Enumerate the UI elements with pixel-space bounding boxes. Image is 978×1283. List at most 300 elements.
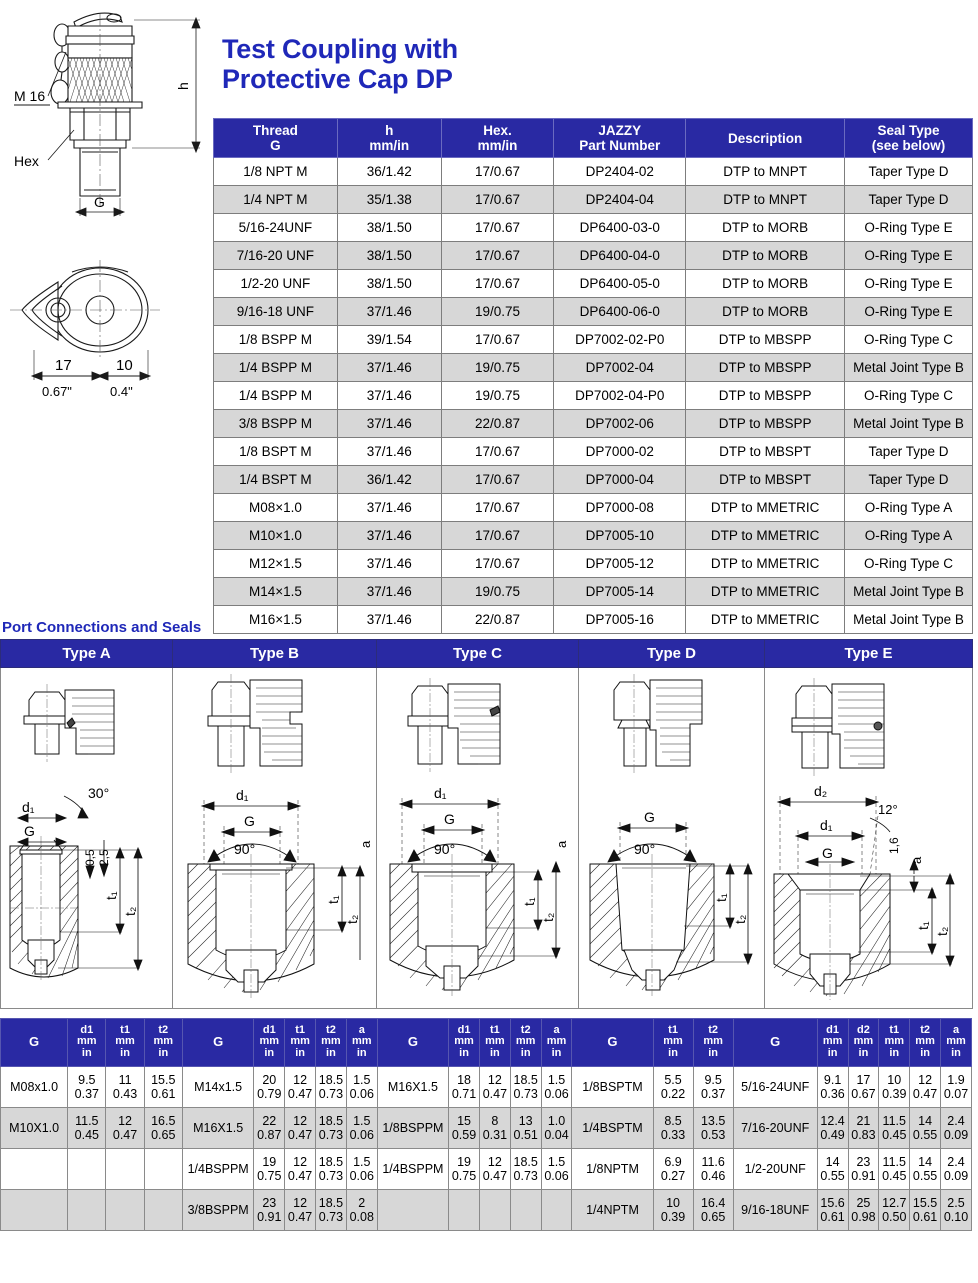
- specification-table: [213, 118, 973, 634]
- spec-cell-c6: Taper Type D: [845, 186, 973, 214]
- spec-cell-c2: 37/1.46: [337, 606, 441, 634]
- typeB-col-header-g: G: [182, 1019, 253, 1067]
- table-row: [214, 606, 973, 634]
- spec-cell-c4: DP6400-05-0: [554, 270, 686, 298]
- typeD-col-header-g: G: [572, 1019, 653, 1067]
- spec-cell-c6: O-Ring Type E: [845, 270, 973, 298]
- spec-cell-c3: 19/0.75: [441, 578, 554, 606]
- spec-cell-c1: M14×1.5: [214, 578, 338, 606]
- spec-cell-c1: 1/2-20 UNF: [214, 270, 338, 298]
- type-e-figure: [766, 668, 972, 1008]
- typeA-cell-t2: [144, 1190, 182, 1231]
- typeE-cell-d1: 12.4 0.49: [817, 1108, 848, 1149]
- figure-cell-type-c: [377, 668, 579, 1009]
- typeC-col-header-g: G: [377, 1019, 448, 1067]
- spec-cell-c3: 17/0.67: [441, 186, 554, 214]
- spec-cell-c5: DTP to MBSPP: [686, 410, 845, 438]
- typeB-cell-a: 1.5 0.06: [346, 1067, 377, 1108]
- spec-cell-c5: DTP to MORB: [686, 298, 845, 326]
- spec-cell-c2: 39/1.54: [337, 326, 441, 354]
- spec-cell-c1: M08×1.0: [214, 494, 338, 522]
- type-header-b: Type B: [173, 640, 377, 668]
- typeD-cell-t2: 13.5 0.53: [693, 1108, 733, 1149]
- typeE-cell-d2: 17 0.67: [848, 1067, 879, 1108]
- typeB-cell-t2: 18.5 0.73: [316, 1190, 347, 1231]
- typeA-col-header-g: G: [1, 1019, 68, 1067]
- typeC-cell-t2: 13 0.51: [510, 1108, 541, 1149]
- table-row: [214, 326, 973, 354]
- spec-cell-c5: DTP to MNPT: [686, 158, 845, 186]
- spec-cell-c2: 38/1.50: [337, 242, 441, 270]
- typeE-col-header-g: G: [733, 1019, 817, 1067]
- typeE-cell-a: 1.9 0.07: [941, 1067, 972, 1108]
- typeE-cell-t2: 14 0.55: [910, 1149, 941, 1190]
- spec-cell-c3: 17/0.67: [441, 326, 554, 354]
- typeD-cell-t1: 10 0.39: [653, 1190, 693, 1231]
- dimension-row: [1, 1067, 972, 1108]
- typeB-col-header-t2: t2 mm in: [316, 1019, 347, 1067]
- dimension-tables: [0, 1018, 972, 1231]
- type-e-d1: d₁: [819, 817, 833, 833]
- typeB-cell-t2: 18.5 0.73: [316, 1149, 347, 1190]
- typeE-cell-t2: 15.5 0.61: [910, 1190, 941, 1231]
- type-e-angle: 12°: [877, 802, 898, 817]
- type-e-t1: t₁: [914, 921, 931, 930]
- typeA-cell-g: [1, 1190, 68, 1231]
- page-title: [222, 34, 642, 94]
- typeE-cell-g: 5/16-24UNF: [733, 1067, 817, 1108]
- spec-cell-c5: DTP to MORB: [686, 242, 845, 270]
- type-b-t1: t₁: [324, 895, 341, 904]
- spec-cell-c5: DTP to MBSPT: [686, 466, 845, 494]
- table-row: [214, 438, 973, 466]
- port-connections-heading: Port Connections and Seals: [2, 619, 202, 636]
- typeB-cell-a: 1.5 0.06: [346, 1149, 377, 1190]
- type-e-G: G: [821, 845, 833, 861]
- spec-cell-c2: 38/1.50: [337, 270, 441, 298]
- spec-cell-c3: 17/0.67: [441, 550, 554, 578]
- typeA-cell-t2: 16.5 0.65: [144, 1108, 182, 1149]
- spec-cell-c5: DTP to MBSPP: [686, 354, 845, 382]
- label-h: h: [175, 82, 191, 90]
- typeA-cell-d1: 11.5 0.45: [68, 1108, 106, 1149]
- typeC-col-header-a: a mm in: [541, 1019, 572, 1067]
- typeA-cell-t1: 12 0.47: [106, 1108, 144, 1149]
- table-row: [214, 382, 973, 410]
- type-header-c: Type C: [377, 640, 579, 668]
- dimension-header-row: [1, 1019, 972, 1067]
- typeC-cell-g: 1/8BSPPM: [377, 1108, 448, 1149]
- typeE-cell-t1: 11.5 0.45: [879, 1108, 910, 1149]
- typeE-cell-t1: 12.7 0.50: [879, 1190, 910, 1231]
- spec-cell-c4: DP2404-02: [554, 158, 686, 186]
- spec-cell-c4: DP6400-03-0: [554, 214, 686, 242]
- typeD-cell-t1: 8.5 0.33: [653, 1108, 693, 1149]
- typeE-col-header-a: a mm in: [941, 1019, 972, 1067]
- typeA-cell-d1: [68, 1190, 106, 1231]
- typeE-col-header-d1: d1 mm in: [817, 1019, 848, 1067]
- typeD-col-header-t2: t2 mm in: [693, 1019, 733, 1067]
- typeC-cell-t2: 18.5 0.73: [510, 1149, 541, 1190]
- typeA-col-header-d1: d1 mm in: [68, 1019, 106, 1067]
- spec-cell-c5: DTP to MMETRIC: [686, 494, 845, 522]
- typeC-cell-t1: 8 0.31: [479, 1108, 510, 1149]
- spec-cell-c1: M12×1.5: [214, 550, 338, 578]
- spec-cell-c3: 22/0.87: [441, 410, 554, 438]
- spec-cell-c4: DP6400-04-0: [554, 242, 686, 270]
- table-row: [214, 186, 973, 214]
- type-d-t1: t₁: [712, 893, 729, 902]
- spec-cell-c1: 1/8 BSPT M: [214, 438, 338, 466]
- typeB-cell-g: M16X1.5: [182, 1108, 253, 1149]
- spec-cell-c2: 36/1.42: [337, 158, 441, 186]
- spec-cell-c4: DP7002-04-P0: [554, 382, 686, 410]
- table-row: [214, 522, 973, 550]
- typeB-cell-d1: 20 0.79: [254, 1067, 285, 1108]
- spec-cell-c5: DTP to MBSPP: [686, 326, 845, 354]
- typeB-cell-d1: 23 0.91: [254, 1190, 285, 1231]
- typeA-cell-t1: 11 0.43: [106, 1067, 144, 1108]
- types-header-row: [1, 640, 973, 668]
- type-a-d1: d₁: [21, 799, 35, 815]
- typeE-cell-t2: 12 0.47: [910, 1067, 941, 1108]
- spec-cell-c6: O-Ring Type E: [845, 242, 973, 270]
- typeE-cell-d1: 9.1 0.36: [817, 1067, 848, 1108]
- spec-table-body: [214, 158, 973, 634]
- spec-cell-c2: 37/1.46: [337, 382, 441, 410]
- table-row: [214, 214, 973, 242]
- typeC-cell-a: 1.0 0.04: [541, 1108, 572, 1149]
- page-title-line1: Test Coupling with: [222, 34, 458, 64]
- spec-cell-c5: DTP to MMETRIC: [686, 522, 845, 550]
- spec-cell-c2: 37/1.46: [337, 578, 441, 606]
- type-c-t2: t₂: [539, 912, 556, 922]
- spec-cell-c6: O-Ring Type A: [845, 522, 973, 550]
- dimension-master-table: [0, 1018, 972, 1231]
- spec-cell-c4: DP6400-06-0: [554, 298, 686, 326]
- page-title-line2: Protective Cap DP: [222, 64, 453, 95]
- spec-cell-c3: 17/0.67: [441, 466, 554, 494]
- table-row: [214, 242, 973, 270]
- spec-cell-c1: M16×1.5: [214, 606, 338, 634]
- type-a-v1: 0,5: [82, 849, 97, 866]
- spec-cell-c1: 1/8 NPT M: [214, 158, 338, 186]
- spec-cell-c6: O-Ring Type E: [845, 298, 973, 326]
- type-c-angle: 90°: [433, 841, 455, 857]
- typeE-col-header-d2: d2 mm in: [848, 1019, 879, 1067]
- typeA-col-header-t1: t1 mm in: [106, 1019, 144, 1067]
- product-drawing: [0, 0, 210, 600]
- spec-cell-c2: 37/1.46: [337, 438, 441, 466]
- typeD-cell-t1: 5.5 0.22: [653, 1067, 693, 1108]
- type-b-d1: d₁: [235, 787, 249, 803]
- type-e-a: a: [908, 856, 924, 864]
- spec-cell-c1: M10×1.0: [214, 522, 338, 550]
- spec-cell-c2: 37/1.46: [337, 298, 441, 326]
- spec-cell-c2: 36/1.42: [337, 466, 441, 494]
- spec-cell-c5: DTP to MMETRIC: [686, 550, 845, 578]
- spec-cell-c6: Taper Type D: [845, 466, 973, 494]
- spec-cell-c6: O-Ring Type C: [845, 326, 973, 354]
- typeA-cell-d1: 9.5 0.37: [68, 1067, 106, 1108]
- spec-cell-c3: 19/0.75: [441, 298, 554, 326]
- table-row: [214, 158, 973, 186]
- table-row: [214, 354, 973, 382]
- typeE-cell-d2: 25 0.98: [848, 1190, 879, 1231]
- spec-header-row: [214, 119, 973, 158]
- typeD-cell-t2: 11.6 0.46: [693, 1149, 733, 1190]
- typeD-cell-g: 1/4BSPTM: [572, 1108, 653, 1149]
- figure-cell-type-a: [1, 668, 173, 1009]
- typeA-cell-g: [1, 1149, 68, 1190]
- spec-cell-c3: 17/0.67: [441, 438, 554, 466]
- spec-cell-c1: 1/4 BSPP M: [214, 354, 338, 382]
- dim-10: 10: [116, 357, 133, 374]
- spec-header-4: JAZZY Part Number: [554, 119, 686, 158]
- spec-cell-c5: DTP to MNPT: [686, 186, 845, 214]
- dim-17: 17: [55, 357, 72, 374]
- spec-cell-c1: 3/8 BSPP M: [214, 410, 338, 438]
- typeC-cell-d1: 15 0.59: [449, 1108, 480, 1149]
- figure-cell-type-b: [173, 668, 377, 1009]
- type-a-G: G: [23, 823, 35, 839]
- spec-header-3: Hex. mm/in: [441, 119, 554, 158]
- spec-cell-c4: DP7000-04: [554, 466, 686, 494]
- type-c-G: G: [443, 811, 455, 827]
- typeC-col-header-t2: t2 mm in: [510, 1019, 541, 1067]
- type-b-G: G: [243, 813, 255, 829]
- type-e-v: 1,6: [886, 837, 901, 854]
- typeE-cell-a: 2.4 0.09: [941, 1149, 972, 1190]
- spec-cell-c3: 17/0.67: [441, 270, 554, 298]
- typeE-cell-a: 2.4 0.09: [941, 1108, 972, 1149]
- type-c-d1: d₁: [433, 785, 447, 801]
- spec-cell-c6: Metal Joint Type B: [845, 410, 973, 438]
- typeE-col-header-t1: t1 mm in: [879, 1019, 910, 1067]
- typeE-cell-t1: 11.5 0.45: [879, 1149, 910, 1190]
- typeE-cell-d2: 21 0.83: [848, 1108, 879, 1149]
- typeC-cell-g: 1/4BSPPM: [377, 1149, 448, 1190]
- typeC-cell-a: 1.5 0.06: [541, 1149, 572, 1190]
- typeB-cell-d1: 22 0.87: [254, 1108, 285, 1149]
- typeE-cell-t1: 10 0.39: [879, 1067, 910, 1108]
- dimension-row: [1, 1149, 972, 1190]
- typeE-cell-g: 7/16-20UNF: [733, 1108, 817, 1149]
- spec-cell-c2: 37/1.46: [337, 354, 441, 382]
- typeD-cell-t2: 9.5 0.37: [693, 1067, 733, 1108]
- typeA-cell-t2: [144, 1149, 182, 1190]
- typeC-cell-t2: 18.5 0.73: [510, 1067, 541, 1108]
- type-d-G: G: [643, 809, 655, 825]
- typeB-cell-t1: 12 0.47: [285, 1067, 316, 1108]
- table-row: [214, 578, 973, 606]
- spec-table-head: [214, 119, 973, 158]
- spec-cell-c4: DP7005-10: [554, 522, 686, 550]
- spec-cell-c6: O-Ring Type C: [845, 550, 973, 578]
- spec-cell-c6: O-Ring Type E: [845, 214, 973, 242]
- typeC-cell-d1: 18 0.71: [449, 1067, 480, 1108]
- typeB-cell-a: 2 0.08: [346, 1190, 377, 1231]
- spec-cell-c4: DP7000-08: [554, 494, 686, 522]
- spec-cell-c6: Taper Type D: [845, 158, 973, 186]
- spec-cell-c3: 17/0.67: [441, 522, 554, 550]
- types-figure-table: [0, 639, 972, 1009]
- typeC-cell-d1: [449, 1190, 480, 1231]
- type-d-figure: [580, 668, 764, 1008]
- typeD-cell-t2: 16.4 0.65: [693, 1190, 733, 1231]
- spec-cell-c4: DP2404-04: [554, 186, 686, 214]
- types-figure-row: [1, 668, 973, 1009]
- spec-cell-c2: 37/1.46: [337, 494, 441, 522]
- type-a-figure: [2, 668, 172, 1008]
- spec-cell-c6: O-Ring Type A: [845, 494, 973, 522]
- typeA-cell-g: M10X1.0: [1, 1108, 68, 1149]
- typeB-cell-g: 3/8BSPPM: [182, 1190, 253, 1231]
- typeC-cell-g: M16X1.5: [377, 1067, 448, 1108]
- spec-cell-c4: DP7002-04: [554, 354, 686, 382]
- table-row: [214, 466, 973, 494]
- spec-cell-c5: DTP to MMETRIC: [686, 606, 845, 634]
- table-row: [214, 550, 973, 578]
- type-b-figure: [174, 668, 376, 1008]
- type-b-t2: t₂: [343, 914, 360, 924]
- type-header-d: Type D: [579, 640, 765, 668]
- typeE-cell-d2: 23 0.91: [848, 1149, 879, 1190]
- typeE-cell-t2: 14 0.55: [910, 1108, 941, 1149]
- spec-cell-c1: 1/4 BSPP M: [214, 382, 338, 410]
- figure-cell-type-d: [579, 668, 765, 1009]
- type-a-t2: t₂: [121, 906, 138, 916]
- spec-cell-c6: Metal Joint Type B: [845, 578, 973, 606]
- type-e-d2: d₂: [813, 783, 827, 799]
- spec-cell-c4: DP7005-14: [554, 578, 686, 606]
- spec-cell-c6: Metal Joint Type B: [845, 606, 973, 634]
- type-d-angle: 90°: [633, 841, 655, 857]
- typeC-cell-t2: [510, 1190, 541, 1231]
- type-d-t2: t₂: [731, 914, 748, 924]
- type-b-angle: 90°: [233, 841, 255, 857]
- type-c-t1: t₁: [520, 897, 537, 906]
- typeB-cell-g: 1/4BSPPM: [182, 1149, 253, 1190]
- dimension-row: [1, 1190, 972, 1231]
- table-row: [214, 270, 973, 298]
- table-row: [214, 410, 973, 438]
- spec-cell-c2: 37/1.46: [337, 550, 441, 578]
- typeA-col-header-t2: t2 mm in: [144, 1019, 182, 1067]
- spec-cell-c1: 1/4 NPT M: [214, 186, 338, 214]
- type-c-figure: [378, 668, 578, 1008]
- typeB-cell-t1: 12 0.47: [285, 1149, 316, 1190]
- typeB-col-header-a: a mm in: [346, 1019, 377, 1067]
- dimension-row: [1, 1108, 972, 1149]
- spec-cell-c3: 19/0.75: [441, 354, 554, 382]
- typeC-cell-a: [541, 1190, 572, 1231]
- spec-cell-c2: 35/1.38: [337, 186, 441, 214]
- typeA-cell-t1: [106, 1149, 144, 1190]
- typeE-cell-g: 9/16-18UNF: [733, 1190, 817, 1231]
- typeD-cell-g: 1/4NPTM: [572, 1190, 653, 1231]
- label-g: G: [94, 194, 105, 210]
- typeA-cell-g: M08x1.0: [1, 1067, 68, 1108]
- spec-cell-c4: DP7005-16: [554, 606, 686, 634]
- typeB-cell-t2: 18.5 0.73: [316, 1108, 347, 1149]
- label-hex: Hex: [14, 153, 39, 169]
- spec-cell-c1: 5/16-24UNF: [214, 214, 338, 242]
- typeB-cell-g: M14x1.5: [182, 1067, 253, 1108]
- spec-cell-c2: 37/1.46: [337, 522, 441, 550]
- spec-cell-c5: DTP to MORB: [686, 270, 845, 298]
- type-header-a: Type A: [1, 640, 173, 668]
- type-a-t1: t₁: [102, 891, 119, 900]
- typeE-cell-d1: 15.6 0.61: [817, 1190, 848, 1231]
- spec-cell-c3: 19/0.75: [441, 382, 554, 410]
- spec-cell-c1: 7/16-20 UNF: [214, 242, 338, 270]
- label-m16: M 16: [14, 88, 46, 104]
- typeA-cell-d1: [68, 1149, 106, 1190]
- spec-cell-c5: DTP to MMETRIC: [686, 578, 845, 606]
- typeC-cell-a: 1.5 0.06: [541, 1067, 572, 1108]
- spec-cell-c6: O-Ring Type C: [845, 382, 973, 410]
- spec-cell-c4: DP7005-12: [554, 550, 686, 578]
- spec-header-5: Description: [686, 119, 845, 158]
- spec-cell-c2: 38/1.50: [337, 214, 441, 242]
- typeA-cell-t2: 15.5 0.61: [144, 1067, 182, 1108]
- spec-cell-c5: DTP to MBSPP: [686, 382, 845, 410]
- spec-cell-c3: 17/0.67: [441, 158, 554, 186]
- spec-header-6: Seal Type (see below): [845, 119, 973, 158]
- typeC-cell-t1: 12 0.47: [479, 1067, 510, 1108]
- typeB-cell-t1: 12 0.47: [285, 1190, 316, 1231]
- spec-cell-c2: 37/1.46: [337, 410, 441, 438]
- typeB-col-header-d1: d1 mm in: [254, 1019, 285, 1067]
- typeC-cell-d1: 19 0.75: [449, 1149, 480, 1190]
- spec-cell-c4: DP7000-02: [554, 438, 686, 466]
- type-a-v2: 2,5: [96, 849, 111, 866]
- typeC-col-header-t1: t1 mm in: [479, 1019, 510, 1067]
- coupling-drawing-svg: [0, 0, 210, 430]
- spec-cell-c6: Metal Joint Type B: [845, 354, 973, 382]
- spec-cell-c1: 1/4 BSPT M: [214, 466, 338, 494]
- typeB-cell-d1: 19 0.75: [254, 1149, 285, 1190]
- spec-cell-c5: DTP to MORB: [686, 214, 845, 242]
- spec-cell-c4: DP7002-02-P0: [554, 326, 686, 354]
- type-a-angle: 30°: [87, 785, 109, 801]
- typeD-col-header-t1: t1 mm in: [653, 1019, 693, 1067]
- type-b-a: a: [357, 840, 373, 848]
- typeB-cell-t1: 12 0.47: [285, 1108, 316, 1149]
- spec-cell-c3: 17/0.67: [441, 214, 554, 242]
- spec-cell-c6: Taper Type D: [845, 438, 973, 466]
- typeE-cell-g: 1/2-20UNF: [733, 1149, 817, 1190]
- typeC-cell-t1: 12 0.47: [479, 1149, 510, 1190]
- typeB-col-header-t1: t1 mm in: [285, 1019, 316, 1067]
- spec-header-2: h mm/in: [337, 119, 441, 158]
- type-header-e: Type E: [765, 640, 973, 668]
- typeC-col-header-d1: d1 mm in: [449, 1019, 480, 1067]
- typeB-cell-t2: 18.5 0.73: [316, 1067, 347, 1108]
- type-c-a: a: [553, 840, 569, 848]
- typeC-cell-t1: [479, 1190, 510, 1231]
- dim-10-inch: 0.4": [110, 384, 133, 399]
- spec-cell-c5: DTP to MBSPT: [686, 438, 845, 466]
- table-row: [214, 298, 973, 326]
- table-row: [214, 494, 973, 522]
- dim-17-inch: 0.67": [42, 384, 72, 399]
- spec-cell-c1: 9/16-18 UNF: [214, 298, 338, 326]
- spec-cell-c3: 17/0.67: [441, 494, 554, 522]
- type-e-t2: t₂: [933, 926, 950, 936]
- typeE-cell-a: 2.5 0.10: [941, 1190, 972, 1231]
